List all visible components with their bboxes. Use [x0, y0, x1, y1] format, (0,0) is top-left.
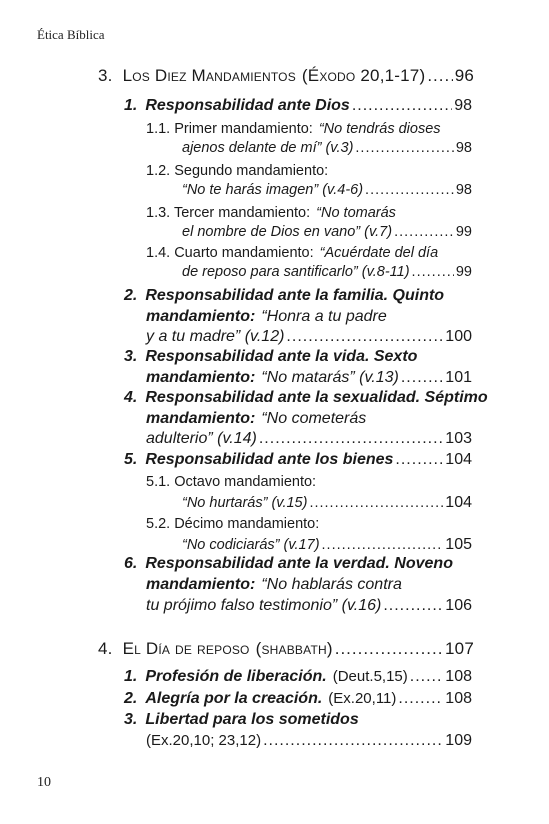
- toc-subsection-3-2-line3: [146, 328, 472, 346]
- toc-item-5-1-line1: [146, 474, 316, 490]
- toc-item-1-2-line2: [182, 182, 472, 198]
- leader-dots: [383, 597, 443, 615]
- leader-dots: [365, 182, 454, 198]
- leader-dots: [352, 97, 452, 115]
- toc-subsection-3-4-line1: [124, 389, 488, 407]
- page-number: 108: [445, 668, 472, 685]
- toc-subsection-3-3-line1: [124, 348, 417, 366]
- item-label: 1.3. Tercer mandamiento:: [146, 205, 311, 221]
- subsection-title: Libertad para los sometidos: [145, 711, 359, 728]
- subsection-title: Profesión de liberación.: [145, 668, 327, 685]
- leader-dots: [322, 537, 444, 553]
- toc-subsection-3-1: [124, 97, 472, 115]
- section-number: 3.: [98, 66, 113, 85]
- item-quote: “No hurtarás” (v.15): [182, 495, 308, 511]
- section-reference: (shabbath): [255, 639, 333, 658]
- section-reference: (Éxodo 20,1-17): [301, 66, 426, 85]
- subsection-quote: adulterio” (v.14): [146, 430, 257, 447]
- toc-subsection-3-6-line3: [146, 597, 472, 615]
- toc-item-5-2-line2: [182, 536, 472, 554]
- subsection-title: Responsabilidad ante los bienes: [145, 451, 394, 468]
- leader-dots: [286, 328, 443, 346]
- subsection-number: 6.: [124, 555, 138, 572]
- toc-item-1-4-line2: [182, 264, 472, 280]
- subsection-number: 5.: [124, 451, 138, 468]
- page-number: 108: [445, 690, 472, 707]
- toc-subsection-4-1: [124, 668, 472, 686]
- toc-section-3: [98, 66, 474, 86]
- subsection-title: mandamiento:: [146, 369, 256, 386]
- toc-subsection-4-3-line1: [124, 711, 359, 729]
- toc-section-4: [98, 639, 474, 659]
- item-label: 5.1. Octavo mandamiento:: [146, 474, 317, 490]
- item-label: 1.4. Cuarto mandamiento:: [146, 245, 314, 261]
- toc-subsection-3-4-line3: [146, 430, 472, 448]
- page-number: 99: [455, 224, 472, 240]
- toc-subsection-3-3-line2: [146, 369, 472, 387]
- leader-dots: [427, 66, 452, 86]
- leader-dots: [309, 495, 443, 511]
- toc-item-1-4-line1: [146, 245, 438, 261]
- leader-dots: [410, 668, 444, 686]
- toc-subsection-4-2: [124, 690, 472, 708]
- leader-dots: [263, 732, 443, 750]
- subsection-reference: (Ex.20,11): [328, 690, 397, 707]
- subsection-number: 1.: [124, 668, 138, 685]
- page-number: 99: [455, 264, 472, 280]
- toc-item-1-1-line2: [182, 140, 472, 156]
- subsection-number: 3.: [124, 348, 138, 365]
- folio: 10: [37, 775, 51, 790]
- subsection-title: Responsabilidad ante la sexualidad. Séptimo: [145, 389, 488, 406]
- subsection-number: 3.: [124, 711, 138, 728]
- page-number: 104: [445, 494, 472, 511]
- leader-dots: [259, 430, 443, 448]
- toc-subsection-3-2-line2: [146, 308, 387, 326]
- page-number: 104: [445, 451, 472, 468]
- item-quote: “No tendrás dioses: [318, 121, 441, 137]
- item-quote: el nombre de Dios en vano” (v.7): [182, 224, 393, 240]
- subsection-number: 2.: [124, 287, 138, 304]
- subsection-reference: (Deut.5,15): [332, 668, 408, 685]
- subsection-title: Responsabilidad ante la verdad. Noveno: [145, 555, 453, 572]
- item-quote: de reposo para santificarlo” (v.8-11): [182, 264, 410, 280]
- section-title: Los Diez Mandamientos: [122, 66, 296, 85]
- subsection-quote: “No hablarás contra: [261, 576, 402, 593]
- item-quote: “No tomarás: [316, 205, 396, 221]
- page-number: 98: [455, 182, 472, 198]
- page-number: 98: [455, 140, 472, 156]
- subsection-title: Responsabilidad ante la vida. Sexto: [145, 348, 418, 365]
- page-number: 98: [454, 97, 472, 114]
- subsection-quote: tu prójimo falso testimonio” (v.16): [146, 597, 382, 614]
- section-number: 4.: [98, 639, 113, 658]
- leader-dots: [395, 451, 443, 469]
- toc-subsection-3-6-line1: [124, 555, 453, 573]
- item-label: 1.1. Primer mandamiento:: [146, 121, 313, 137]
- subsection-title: mandamiento:: [146, 308, 256, 325]
- toc-subsection-3-5: [124, 451, 472, 469]
- subsection-title: mandamiento:: [146, 576, 256, 593]
- toc-item-5-2-line1: [146, 516, 319, 532]
- subsection-number: 4.: [124, 389, 138, 406]
- page-number: 96: [454, 66, 474, 85]
- item-quote: “No te harás imagen” (v.4-6): [182, 182, 364, 198]
- running-head: Ética Bíblica: [37, 27, 105, 42]
- leader-dots: [398, 690, 443, 708]
- page-number: 103: [445, 430, 472, 447]
- subsection-number: 1.: [124, 97, 138, 114]
- subsection-number: 2.: [124, 690, 138, 707]
- toc-item-1-2-line1: [146, 163, 328, 179]
- item-quote: ajenos delante de mí” (v.3): [182, 140, 354, 156]
- leader-dots: [355, 140, 453, 156]
- leader-dots: [401, 369, 443, 387]
- subsection-title: Responsabilidad ante la familia. Quinto: [145, 287, 445, 304]
- section-title: El Día de reposo: [122, 639, 250, 658]
- toc-item-5-1-line2: [182, 494, 472, 512]
- leader-dots: [335, 639, 443, 659]
- toc-subsection-4-3-line2: [146, 732, 472, 750]
- subsection-title: Alegría por la creación.: [145, 690, 323, 707]
- subsection-quote: “No matarás” (v.13): [261, 369, 399, 386]
- subsection-title: mandamiento:: [146, 410, 256, 427]
- subsection-reference: (Ex.20,10; 23,12): [146, 732, 262, 749]
- subsection-quote: “No cometerás: [261, 410, 367, 427]
- subsection-quote: “Honra a tu padre: [261, 308, 387, 325]
- page-number: 101: [445, 369, 472, 386]
- page-number: 105: [445, 536, 472, 553]
- subsection-quote: y a tu madre” (v.12): [146, 328, 285, 345]
- toc-item-1-3-line1: [146, 205, 396, 221]
- subsection-title: Responsabilidad ante Dios: [145, 97, 350, 114]
- page-number: 106: [445, 597, 472, 614]
- item-quote: “No codiciarás” (v.17): [182, 537, 320, 553]
- page-number: 100: [445, 328, 472, 345]
- toc-subsection-3-2-line1: [124, 287, 444, 305]
- toc-item-1-3-line2: [182, 224, 472, 240]
- leader-dots: [412, 264, 454, 280]
- toc-subsection-3-4-line2: [146, 410, 366, 428]
- toc-subsection-3-6-line2: [146, 576, 402, 594]
- item-label: 5.2. Décimo mandamiento:: [146, 516, 320, 532]
- item-quote: “Acuérdate del día: [319, 245, 439, 261]
- leader-dots: [394, 224, 454, 240]
- toc-item-1-1-line1: [146, 121, 441, 137]
- item-label: 1.2. Segundo mandamiento:: [146, 163, 329, 179]
- page-number: 107: [445, 639, 474, 658]
- page-number: 109: [445, 732, 472, 749]
